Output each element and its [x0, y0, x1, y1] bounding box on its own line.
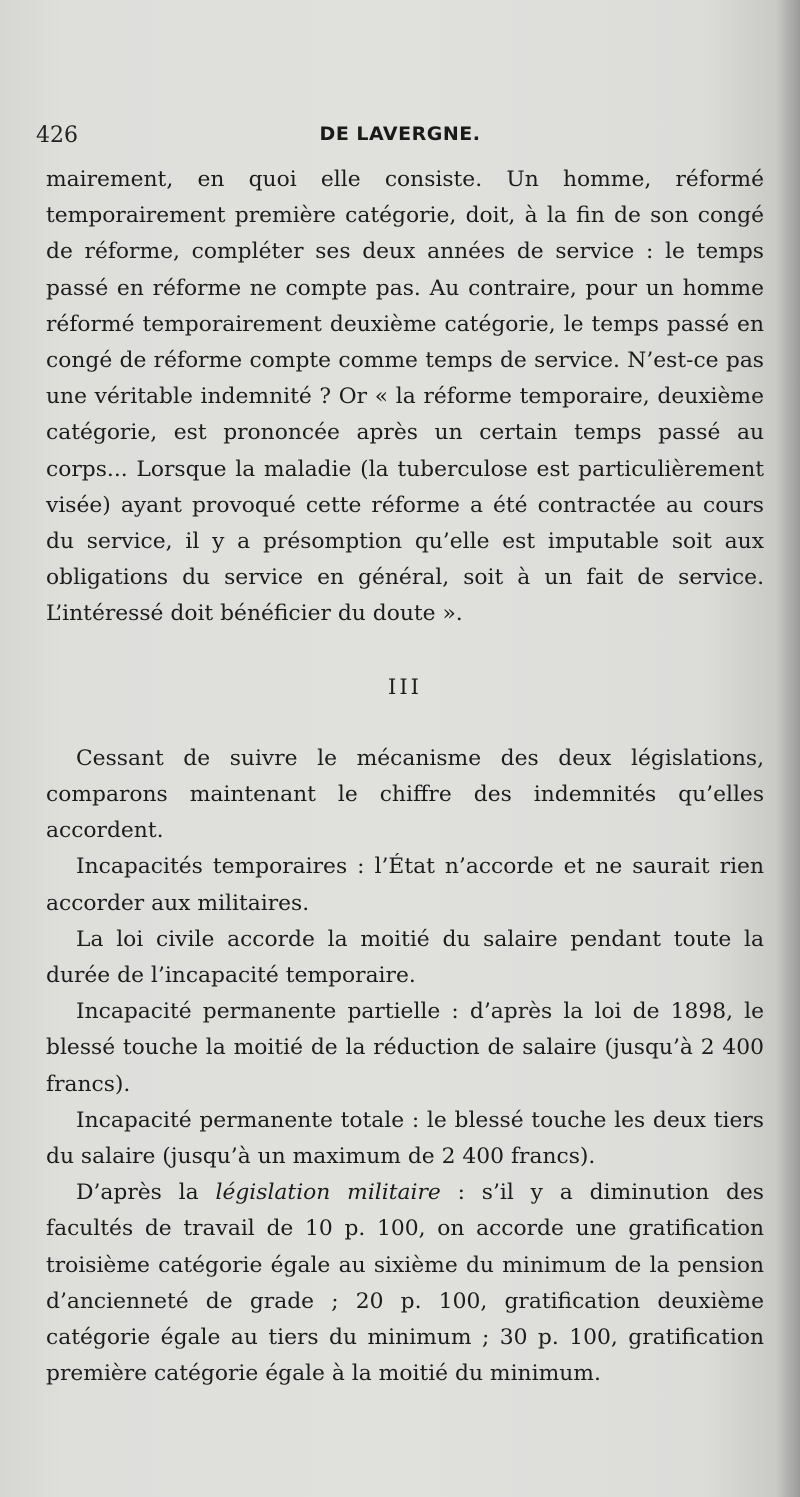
body-text [46, 162, 764, 1392]
paragraph-temporary-incapacity: Incapacités temporaires : l’État n’accorde et ne saurait rien accorder aux militaires. [46, 854, 764, 916]
paragraph-civil-law: La loi civile accorde la moitié du salaire pendant toute la durée de l’incapacité temporaire. [46, 926, 764, 989]
paragraph-continuation: mairement, en quoi elle consiste. Un homme, réformé temporairement première catégorie, doit, à la fin de son congé de réforme, compléter ses deux années de service : le temps passé en réforme ne compte pas. Au contraire, pour un homme réformé temporairement deuxième catégorie, le temps passé en congé de réforme compte comme temps de service. N’est-ce pas une véritable indemnité ? Or « la réforme temporaire, deuxième catégorie, est prononcée après un certain temps passé au corps... Lorsque la maladie (la tuberculose est particulièrement visée) ayant provoqué cette réforme a été contractée au cours du service, il y a présomption qu’elle est imputable soit aux obligations du service en général, soit à un fait de service. L’intéressé doit bénéficier du doute ». [46, 167, 764, 627]
military-legislation-italic: législation militaire [215, 1180, 441, 1206]
running-head: DE LAVERGNE. [319, 123, 481, 145]
military-text-before: D’après la [76, 1180, 216, 1206]
page-header [0, 123, 800, 159]
page-number: 426 [36, 123, 78, 148]
paragraph-military-legislation [46, 1175, 764, 1392]
paragraph-comparison: Cessant de suivre le mécanisme des deux législations, comparons maintenant le chiffre des indemnités qu’elles accordent. [46, 745, 764, 844]
paragraph-partial-permanent: Incapacité permanente partielle : d’après la loi de 1898, le blessé touche la moitié de la réduction de salaire (jusqu’à 2 400 francs). [46, 999, 764, 1097]
section-number: III [388, 674, 422, 699]
paragraph-total-permanent: Incapacité permanente totale : le blessé touche les deux tiers du salaire (jusqu’à un maximum de 2 400 francs). [46, 1107, 764, 1170]
military-text-after: : s’il y a diminution des facultés de travail de 10 p. 100, on accorde une gratification troisième catégorie égale au sixième du minimum de la pension d’ancienneté de grade ; 20 p. 100, gratification deuxième catégorie égale au tiers du minimum ; 30 p. 100, gratification première catégorie égale à la moitié du minimum. [46, 1180, 764, 1387]
